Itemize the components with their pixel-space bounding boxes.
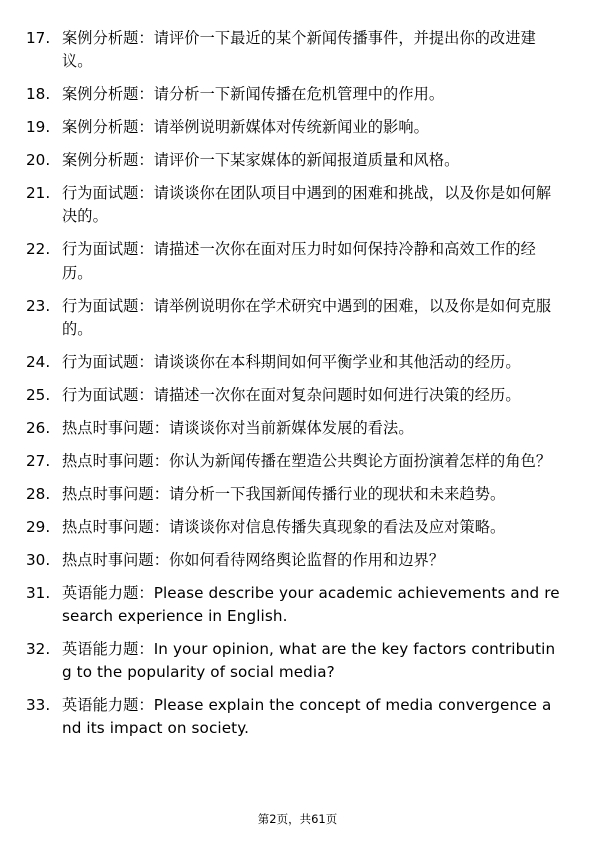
- question-text: 案例分析题：请评价一下最近的某个新闻传播事件，并提出你的改进建议。: [62, 29, 536, 71]
- question-number: 31.: [26, 583, 51, 602]
- page-number-label: 第2页，共61页: [257, 812, 338, 826]
- question-list: [0, 27, 595, 750]
- question-text: 英语能力题：In your opinion, what are the key factors contributing to the popularity of social media?: [62, 640, 556, 682]
- question-item: [0, 582, 595, 628]
- question-number: 26.: [26, 418, 51, 437]
- question-text: 案例分析题：请分析一下新闻传播在危机管理中的作用。: [62, 85, 445, 104]
- question-number: 22.: [26, 240, 51, 259]
- question-number: 27.: [26, 451, 51, 470]
- question-number: 28.: [26, 484, 51, 503]
- question-number: 25.: [26, 385, 51, 404]
- question-text: 热点时事问题：请谈谈你对当前新媒体发展的看法。: [62, 418, 414, 437]
- question-item: [0, 694, 595, 740]
- question-text: 案例分析题：请举例说明新媒体对传统新闻业的影响。: [62, 118, 429, 137]
- question-item: [0, 549, 595, 572]
- question-number: 33.: [26, 696, 51, 715]
- question-item: [0, 83, 595, 106]
- question-item: [0, 351, 595, 374]
- question-item: [0, 238, 595, 284]
- question-text: 案例分析题：请评价一下某家媒体的新闻报道质量和风格。: [62, 151, 460, 170]
- question-item: [0, 417, 595, 440]
- question-number: 32.: [26, 640, 51, 659]
- question-text: 行为面试题：请描述一次你在面对压力时如何保持冷静和高效工作的经历。: [62, 240, 536, 282]
- question-text: 行为面试题：请谈谈你在团队项目中遇到的困难和挑战，以及你是如何解决的。: [62, 184, 552, 226]
- question-text: 热点时事问题：你如何看待网络舆论监督的作用和边界？: [62, 550, 445, 569]
- question-text: 热点时事问题：请分析一下我国新闻传播行业的现状和未来趋势。: [62, 484, 506, 503]
- question-number: 18.: [26, 85, 51, 104]
- question-item: [0, 295, 595, 341]
- question-item: [0, 638, 595, 684]
- question-item: [0, 450, 595, 473]
- question-number: 21.: [26, 184, 51, 203]
- question-text: 热点时事问题：请谈谈你对信息传播失真现象的看法及应对策略。: [62, 517, 506, 536]
- question-text: 热点时事问题：你认为新闻传播在塑造公共舆论方面扮演着怎样的角色？: [62, 451, 552, 470]
- question-number: 17.: [26, 29, 51, 47]
- question-item: [0, 116, 595, 139]
- question-item: [0, 149, 595, 172]
- question-number: 19.: [26, 118, 51, 137]
- question-text: 英语能力题：Please explain the concept of media convergence and its impact on society.: [62, 696, 552, 738]
- question-item: [0, 384, 595, 407]
- question-text: 行为面试题：请描述一次你在面对复杂问题时如何进行决策的经历。: [62, 385, 521, 404]
- question-text: 行为面试题：请谈谈你在本科期间如何平衡学业和其他活动的经历。: [62, 352, 521, 371]
- question-number: 29.: [26, 517, 51, 536]
- question-item: [0, 27, 595, 73]
- question-item: [0, 516, 595, 539]
- question-number: 20.: [26, 151, 51, 170]
- question-number: 23.: [26, 296, 51, 315]
- page-footer: [0, 811, 595, 827]
- question-number: 24.: [26, 352, 51, 371]
- question-number: 30.: [26, 550, 51, 569]
- question-text: 英语能力题：Please describe your academic achievements and research experience in English.: [62, 583, 560, 626]
- question-text: 行为面试题：请举例说明你在学术研究中遇到的困难，以及你是如何克服的。: [62, 296, 552, 338]
- question-item: [0, 182, 595, 228]
- question-item: [0, 483, 595, 506]
